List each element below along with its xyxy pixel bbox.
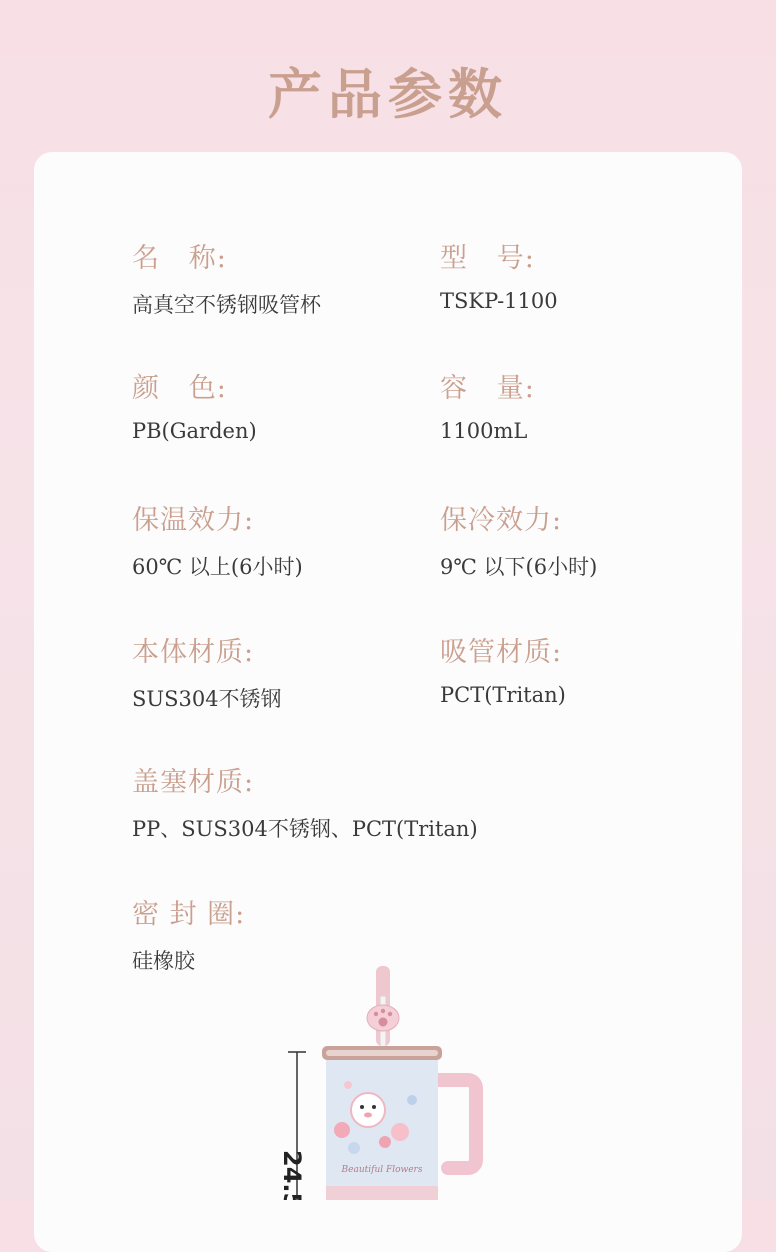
flower-icon [407, 1095, 417, 1105]
param-name [132, 236, 321, 319]
product-image [250, 960, 510, 1200]
height-dimension-label: 24.5 [278, 1150, 306, 1200]
param-value: TSKP-1100 [440, 289, 558, 313]
param-value: SUS304不锈钢 [132, 687, 282, 711]
page-title: 产品参数 [268, 62, 508, 126]
param-model [440, 236, 558, 313]
param-value: PB(Garden) [132, 419, 257, 443]
flower-icon [391, 1123, 409, 1141]
param-value: PCT(Tritan) [440, 683, 566, 707]
param-label: 容 量: [440, 373, 535, 404]
flower-icon [334, 1122, 350, 1138]
param-seal-ring [132, 892, 245, 975]
flower-icon [344, 1081, 352, 1089]
param-lid-material [132, 760, 478, 843]
flower-icon [379, 1136, 391, 1148]
param-label: 保温效力: [132, 505, 255, 536]
param-label: 名 称: [132, 243, 227, 274]
param-cold-retention [440, 498, 597, 581]
param-value: 60℃ 以上(6小时) [132, 555, 303, 579]
param-label: 型 号: [440, 243, 535, 274]
param-value: PP、SUS304不锈钢、PCT(Tritan) [132, 817, 478, 841]
bear-face-icon [351, 1093, 385, 1127]
param-value: 高真空不锈钢吸管杯 [132, 293, 321, 317]
param-label: 保冷效力: [440, 505, 563, 536]
param-value: 1100mL [440, 419, 528, 443]
param-body-material [132, 630, 282, 713]
param-value: 9℃ 以下(6小时) [440, 555, 598, 579]
param-capacity [440, 366, 535, 443]
cup-print-text: Beautiful Flowers [341, 1165, 423, 1175]
param-label: 吸管材质: [440, 637, 563, 668]
param-straw-material [440, 630, 566, 707]
flower-icon [348, 1142, 360, 1154]
param-value: 硅橡胶 [132, 949, 195, 973]
param-label: 颜 色: [132, 373, 227, 404]
param-color [132, 366, 257, 443]
param-label: 密 封 圈: [132, 899, 246, 930]
param-label: 盖塞材质: [132, 767, 255, 798]
param-heat-retention [132, 498, 303, 581]
cup-handle [432, 1080, 476, 1168]
param-label: 本体材质: [132, 637, 255, 668]
